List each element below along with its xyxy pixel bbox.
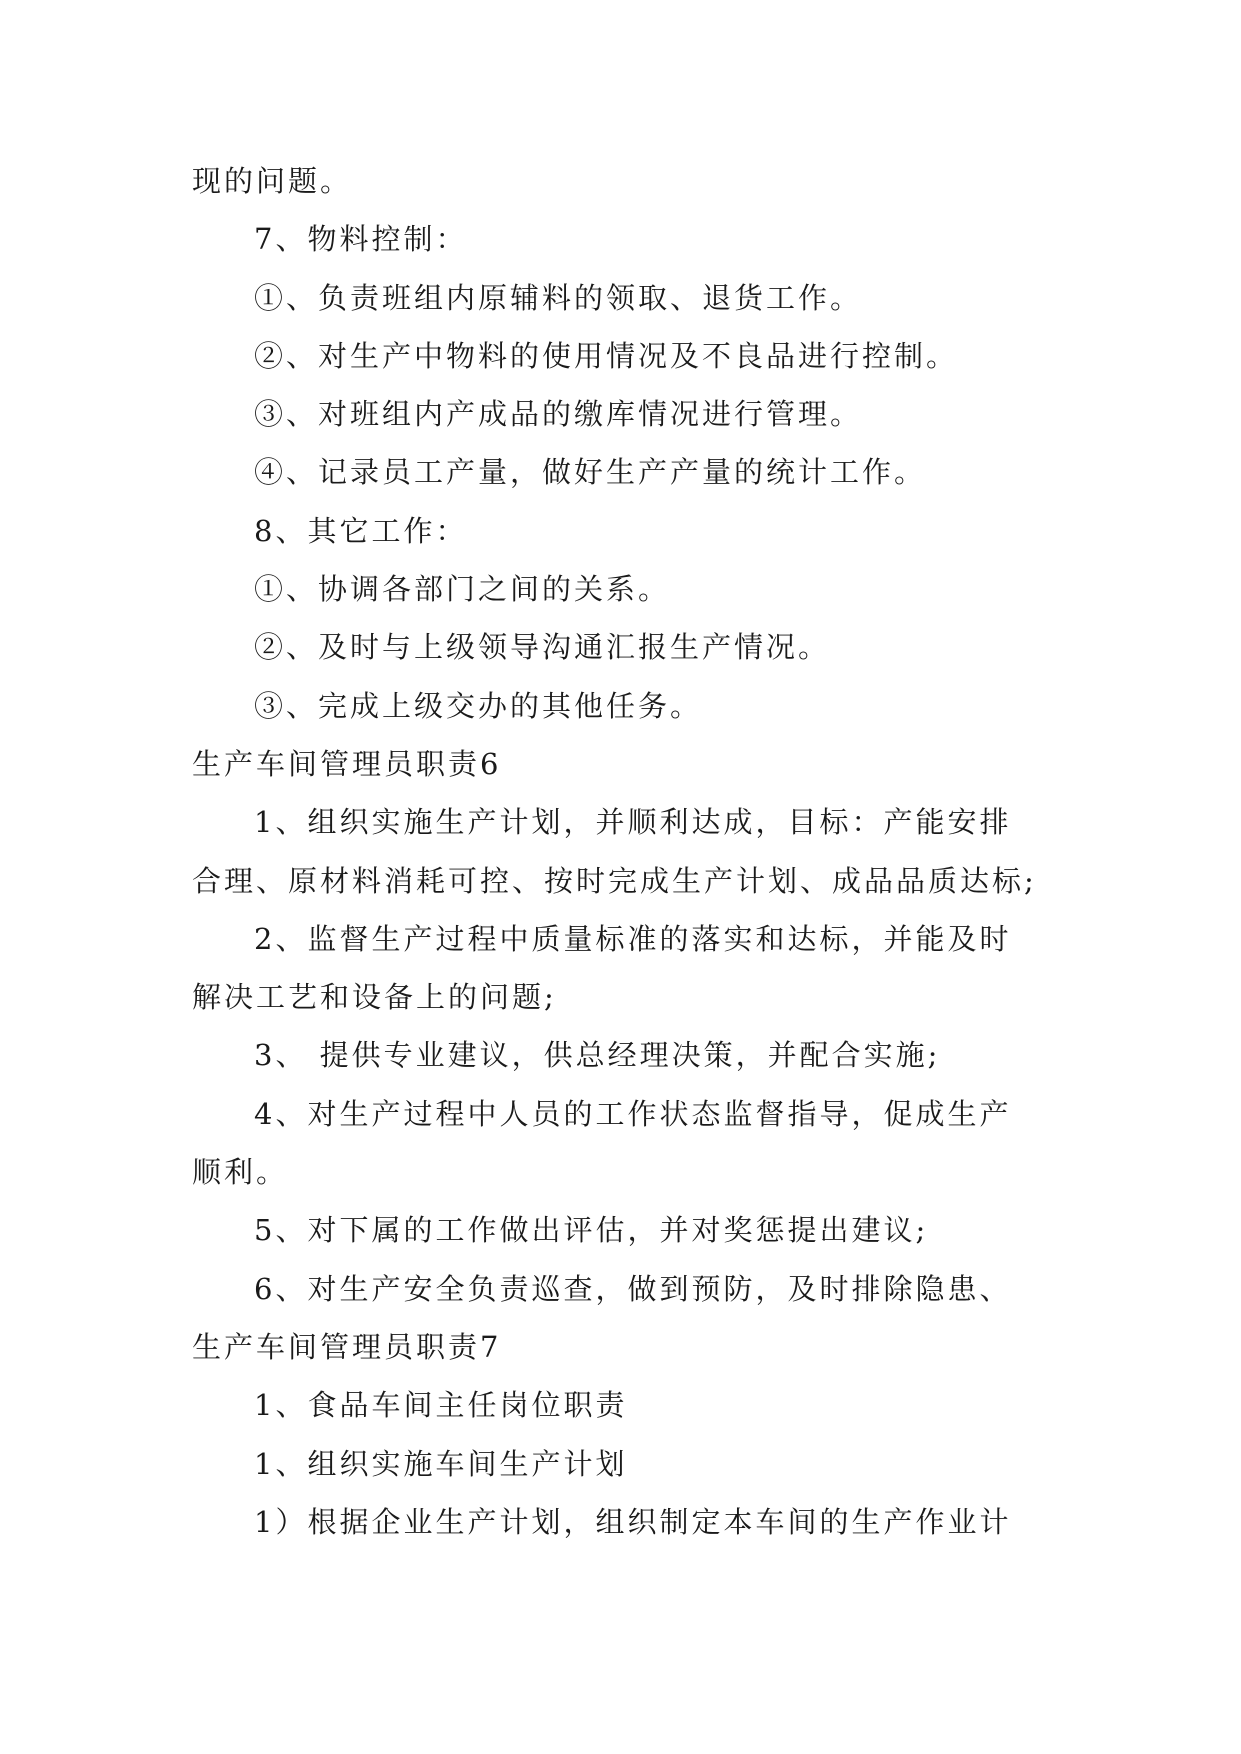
text-line: ②、对生产中物料的使用情况及不良品进行控制。 (254, 338, 959, 373)
text-line: 4、对生产过程中人员的工作状态监督指导，促成生产 (254, 1096, 1012, 1131)
text-line: 8、其它工作： (254, 513, 468, 548)
text-line: 合理、原材料消耗可控、按时完成生产计划、成品品质达标; (192, 863, 1037, 898)
text-line: 6、对生产安全负责巡查，做到预防，及时排除隐患、 (254, 1271, 1012, 1306)
text-line: 7、物料控制： (254, 222, 468, 257)
text-line: ③、完成上级交办的其他任务。 (254, 688, 703, 723)
text-line: 2、监督生产过程中质量标准的落实和达标，并能及时 (254, 921, 1012, 956)
text-line: 1、食品车间主任岗位职责 (254, 1388, 628, 1423)
text-line: 5、对下属的工作做出评估，并对奖惩提出建议; (254, 1213, 929, 1248)
document-body (192, 152, 1052, 1551)
text-line: ①、协调各部门之间的关系。 (254, 572, 671, 607)
text-line: 顺利。 (192, 1155, 289, 1190)
text-line: 1、组织实施车间生产计划 (254, 1446, 628, 1481)
section-heading: 生产车间管理员职责6 (192, 746, 502, 781)
text-line: 解决工艺和设备上的问题; (192, 980, 557, 1015)
text-line: 1）根据企业生产计划，组织制定本车间的生产作业计 (254, 1504, 1012, 1539)
text-line: ④、记录员工产量，做好生产产量的统计工作。 (254, 455, 927, 490)
text-line: 1、组织实施生产计划，并顺利达成，目标：产能安排 (254, 805, 1012, 840)
section-heading: 生产车间管理员职责7 (192, 1329, 502, 1364)
text-line: ②、及时与上级领导沟通汇报生产情况。 (254, 630, 831, 665)
text-line: ③、对班组内产成品的缴库情况进行管理。 (254, 397, 863, 432)
text-line: ①、负责班组内原辅料的领取、退货工作。 (254, 280, 863, 315)
text-line: 现的问题。 (192, 164, 353, 198)
text-line: 3、 提供专业建议，供总经理决策，并配合实施; (254, 1038, 941, 1073)
